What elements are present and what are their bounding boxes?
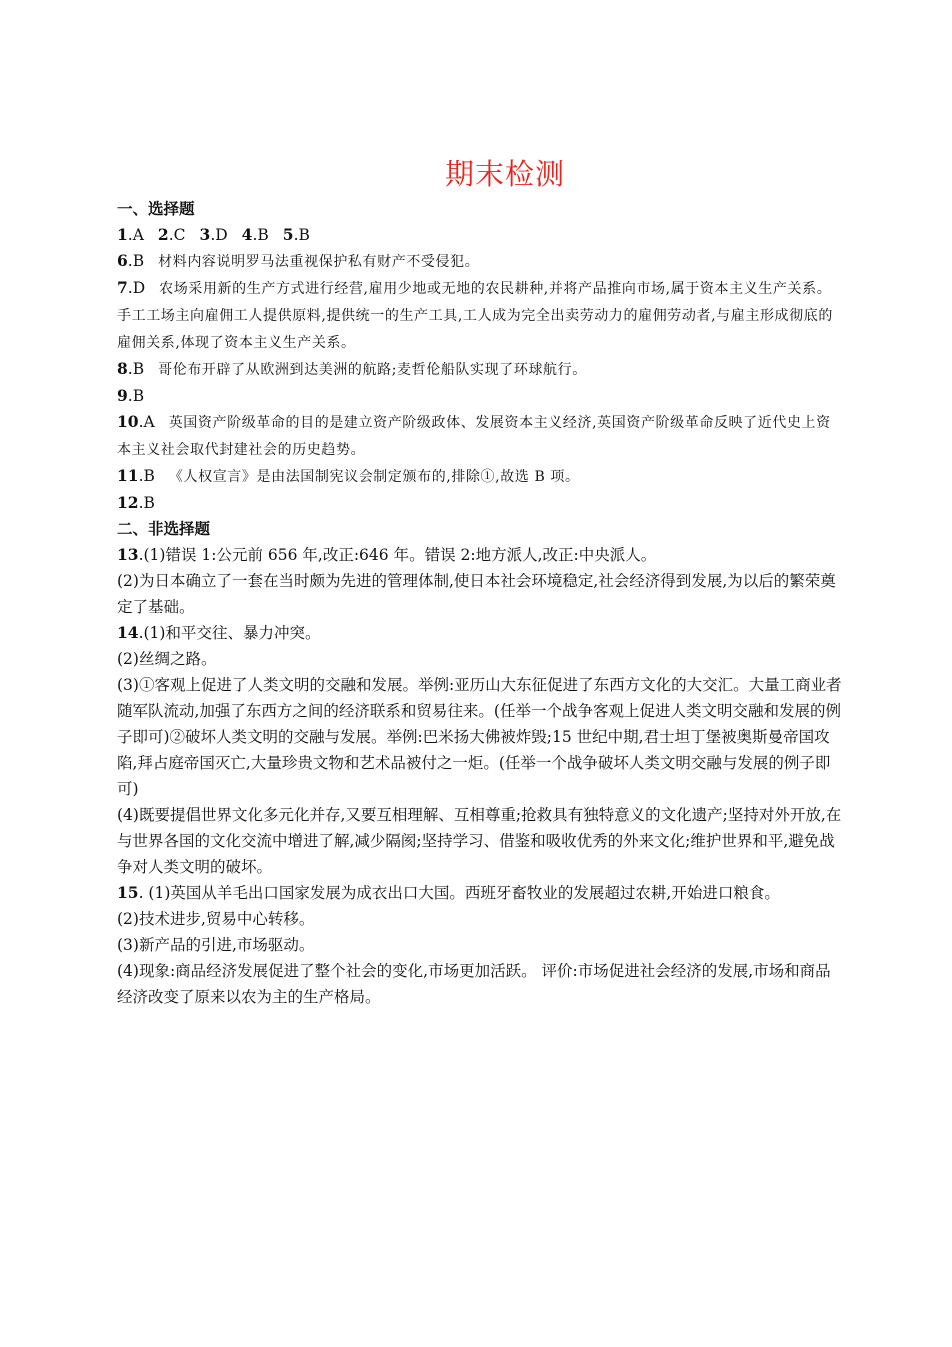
answer-item-6 <box>117 248 845 275</box>
answer-14-part1 <box>117 620 845 646</box>
answer-line-1-5 <box>117 222 845 248</box>
q-num: 4 <box>241 225 253 244</box>
q-num: 5 <box>282 225 294 244</box>
answer-item-10 <box>117 409 845 463</box>
answer-14-part3: (3)①客观上促进了人类文明的交融和发展。举例:亚历山大东征促进了东西方文化的大交汇。大量工商业者随军队流动,加强了东西方之间的经济联系和贸易往来。(任举一个战争客观上促进人类文明交融和发展的例子即可)②破坏人类文明的交融与发展。举例:巴米扬大佛被炸毁;15 世纪中期,君士坦丁堡被奥斯曼帝国攻陷,拜占庭帝国灭亡,大量珍贵文物和艺术品被付之一炬。(任举一个战争破坏人类文明交融与发展的例子即可) <box>117 676 842 798</box>
answer-15-part2: (2)技术进步,贸易中心转移。 <box>117 910 315 928</box>
q-num: 10 <box>117 412 139 431</box>
answer-item-9 <box>117 383 845 409</box>
q-answer: .B <box>252 226 269 244</box>
answer-item-7 <box>117 275 845 356</box>
q-explanation: 农场采用新的生产方式进行经营,雇用少地或无地的农民耕种,并将产品推向市场,属于资本主义生产关系。手工工场主向雇佣工人提供原料,提供统一的生产工具,工人成为完全出卖劳动力的雇佣劳动者,与雇主形成彻底的雇佣关系,体现了资本主义生产关系。 <box>117 281 833 351</box>
q-answer: .B <box>138 467 155 485</box>
q-explanation: 《人权宣言》是由法国制宪议会制定颁布的,排除①,故选 B 项。 <box>168 469 580 485</box>
answer-item-11 <box>117 463 845 490</box>
q-explanation: 哥伦布开辟了从欧洲到达美洲的航路;麦哲伦船队实现了环球航行。 <box>158 362 587 378</box>
q-num: 6 <box>117 251 128 270</box>
answer-text: .(1)错误 1:公元前 656 年,改正:646 年。错误 2:地方派人,改正:中央派人。 <box>138 546 657 564</box>
answer-content <box>117 196 845 1010</box>
q-answer: .D <box>127 279 146 297</box>
answer-text: .(1)和平交往、暴力冲突。 <box>138 624 321 642</box>
q-num: 11 <box>117 466 139 485</box>
answer-text: . (1)英国从羊毛出口国家发展为成衣出口大国。西班牙畜牧业的发展超过农耕,开始进口粮食。 <box>138 884 780 902</box>
answer-15-part4: (4)现象:商品经济发展促进了整个社会的变化,市场更加活跃。 评价:市场促进社会经济的发展,市场和商品经济改变了原来以农为主的生产格局。 <box>117 962 831 1006</box>
answer-13-part2: (2)为日本确立了一套在当时颇为先进的管理体制,使日本社会环境稳定,社会经济得到发展,为以后的繁荣奠定了基础。 <box>117 572 836 616</box>
q-answer: .B <box>293 226 310 244</box>
q-answer: .B <box>138 494 155 512</box>
q-num: 13 <box>117 545 139 564</box>
q-explanation: 英国资产阶级革命的目的是建立资产阶级政体、发展资本主义经济,英国资产阶级革命反映了近代史上资本主义社会取代封建社会的历史趋势。 <box>117 415 831 458</box>
q-answer: .A <box>127 226 144 244</box>
q-num: 1 <box>117 225 128 244</box>
q-answer: .D <box>210 226 228 244</box>
q-num: 2 <box>157 225 169 244</box>
answer-14-part4: (4)既要提倡世界文化多元化并存,又要互相理解、互相尊重;抢救具有独特意义的文化遗产;坚持对外开放,在与世界各国的文化交流中增进了解,减少隔阂;坚持学习、借鉴和吸收优秀的外来文化;维护世界和平,避免战争对人类文明的破坏。 <box>117 806 842 876</box>
section-heading-choice: 一、选择题 <box>117 200 195 218</box>
q-answer: .C <box>168 226 186 244</box>
q-explanation: 材料内容说明罗马法重视保护私有财产不受侵犯。 <box>158 254 480 270</box>
section-heading-nonchoice: 二、非选择题 <box>117 520 211 538</box>
q-num: 7 <box>117 278 128 297</box>
answer-14-part2: (2)丝绸之路。 <box>117 650 217 668</box>
answer-15-part3: (3)新产品的引进,市场驱动。 <box>117 936 315 954</box>
q-num: 9 <box>117 386 128 405</box>
answer-15-part1 <box>117 880 845 906</box>
q-num: 8 <box>117 359 128 378</box>
page-title: 期末检测 <box>444 157 565 191</box>
answer-13-part1 <box>117 542 845 568</box>
q-answer: .A <box>138 413 155 431</box>
q-num: 3 <box>199 225 211 244</box>
answer-item-12 <box>117 490 845 516</box>
q-answer: .B <box>127 387 145 405</box>
q-answer: .B <box>127 252 145 270</box>
q-answer: .B <box>127 360 145 378</box>
answer-item-8 <box>117 356 845 383</box>
q-num: 12 <box>117 493 139 512</box>
q-num: 14 <box>117 623 139 642</box>
q-num: 15 <box>117 883 139 902</box>
